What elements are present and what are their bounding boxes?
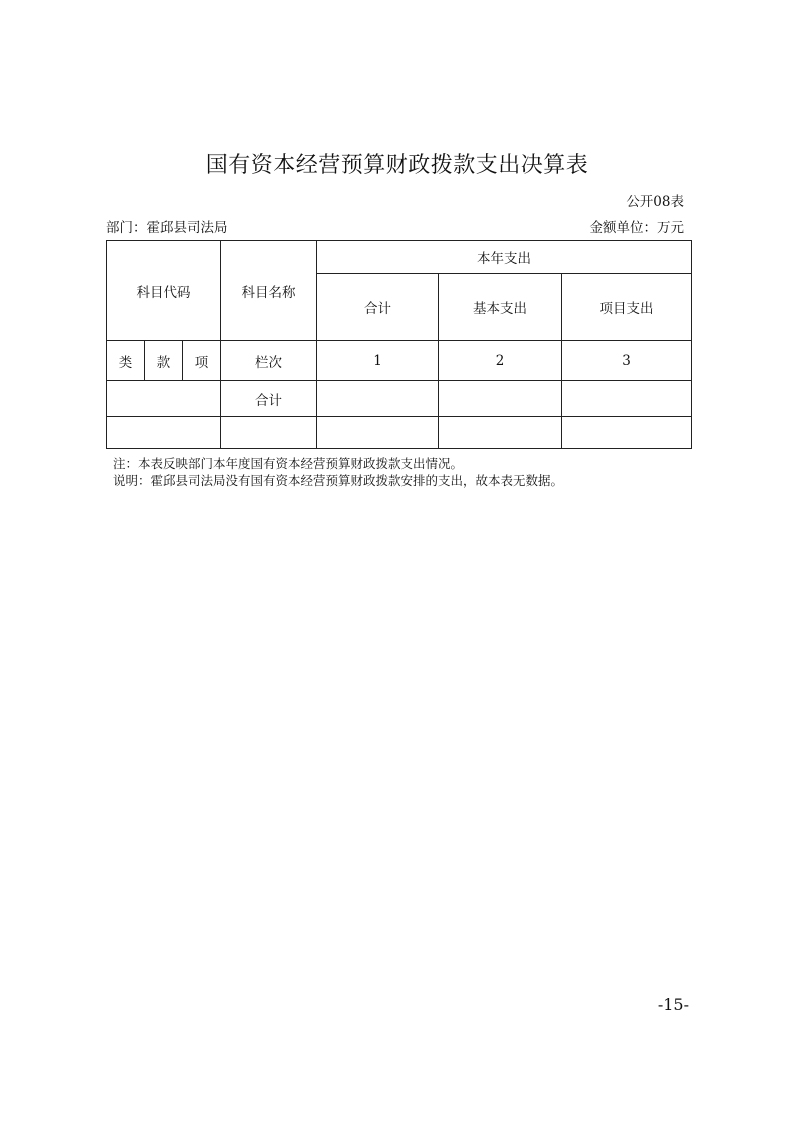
note-text: 注：本表反映部门本年度国有资本经营预算财政拨款支出情况。 xyxy=(113,456,464,471)
total-row-total xyxy=(317,381,439,417)
total-row xyxy=(107,381,692,417)
code-column-no: 栏次 xyxy=(221,341,317,381)
total-row-label: 合计 xyxy=(221,381,317,417)
code-col3: 3 xyxy=(562,341,692,381)
total-row-basic xyxy=(439,381,562,417)
page-title: 国有资本经营预算财政拨款支出决算表 xyxy=(205,153,589,178)
unit-label: 金额单位：万元 xyxy=(589,220,684,236)
empty-row-total xyxy=(317,417,439,449)
explanation-text: 说明：霍邱县司法局没有国有资本经营预算财政拨款安排的支出，故本表无数据。 xyxy=(113,473,564,488)
empty-row-project xyxy=(562,417,692,449)
header-project-expense: 项目支出 xyxy=(562,274,692,341)
empty-row-name xyxy=(221,417,317,449)
total-row-code xyxy=(107,381,221,417)
meta-row xyxy=(106,216,684,236)
expense-table xyxy=(106,240,692,449)
header-basic-expense: 基本支出 xyxy=(439,274,562,341)
header-current-year-expense: 本年支出 xyxy=(317,241,692,274)
header-subject-name: 科目名称 xyxy=(221,241,317,341)
code-xiang: 项 xyxy=(183,341,221,381)
department-label: 部门：霍邱县司法局 xyxy=(106,220,228,236)
form-code: 公开08表 xyxy=(626,194,684,210)
empty-row xyxy=(107,417,692,449)
header-subject-code: 科目代码 xyxy=(107,241,221,341)
code-col2: 2 xyxy=(439,341,562,381)
header-total: 合计 xyxy=(317,274,439,341)
code-row xyxy=(107,341,692,381)
total-row-project xyxy=(562,381,692,417)
code-col1: 1 xyxy=(317,341,439,381)
code-lei: 类 xyxy=(107,341,145,381)
code-kuan: 款 xyxy=(145,341,183,381)
empty-row-code xyxy=(107,417,221,449)
notes xyxy=(113,455,563,489)
empty-row-basic xyxy=(439,417,562,449)
page-number: -15- xyxy=(657,995,689,1014)
